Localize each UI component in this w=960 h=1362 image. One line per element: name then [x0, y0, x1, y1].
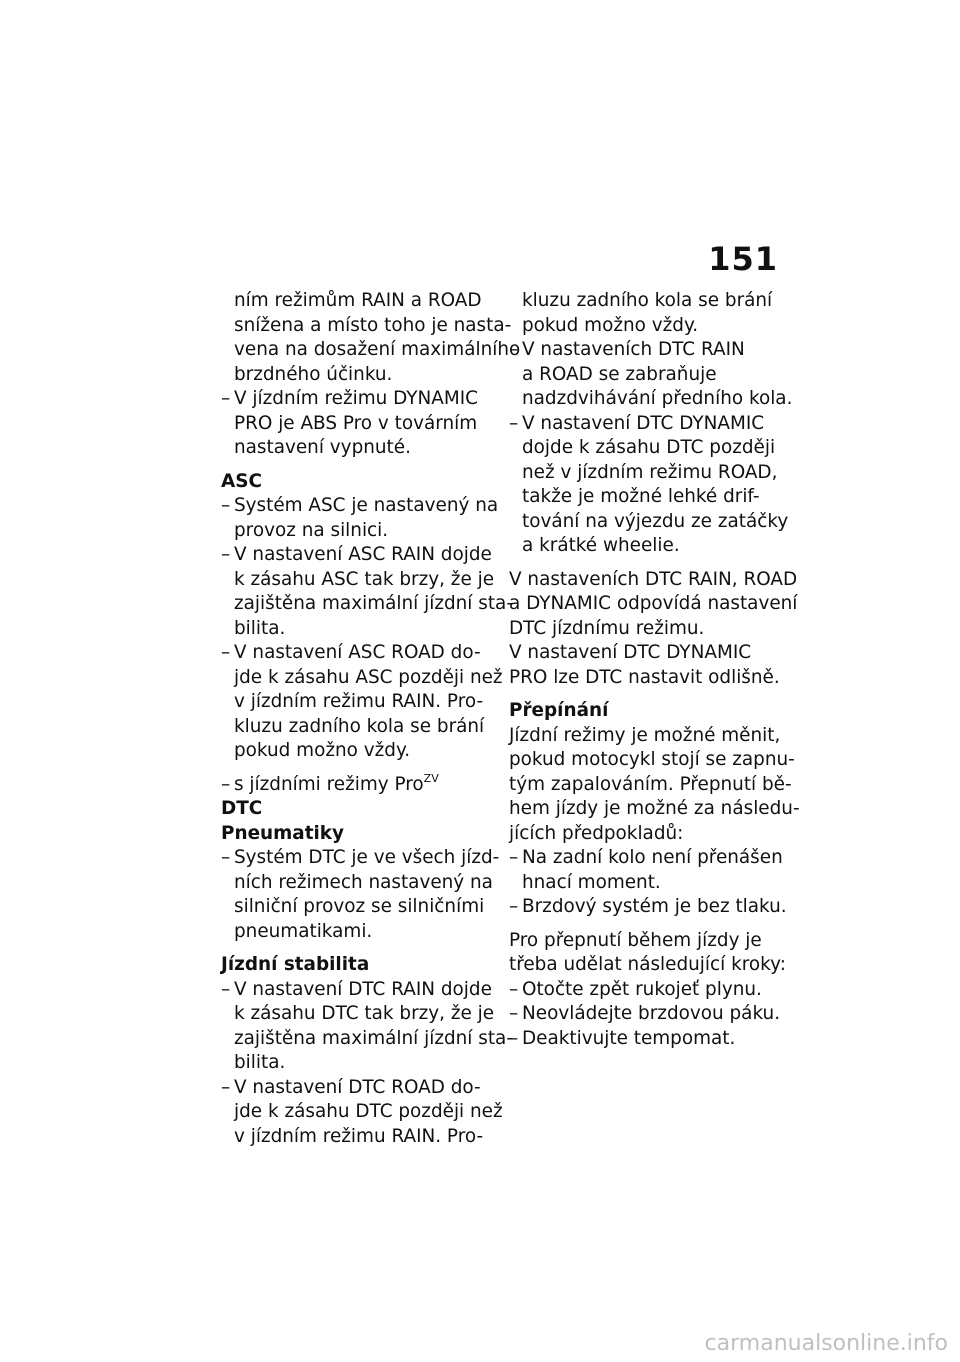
heading-stability: Jízdní stabilita: [221, 954, 370, 975]
text-line: než v jízdním režimu ROAD,: [522, 461, 778, 483]
text-line: v jízdním režimu RAIN. Pro-: [234, 1125, 484, 1147]
text-line: pokud možno vždy.: [522, 314, 699, 336]
text-line: snížena a místo toho je nasta-: [234, 314, 512, 336]
text-line: k zásahu DTC tak brzy, že je: [234, 1003, 495, 1024]
text-line: silniční provoz se silničními: [234, 896, 485, 917]
list-item-stability-road: [221, 1076, 503, 1150]
text-line: třeba udělat následující kroky:: [509, 954, 786, 975]
text-line: PRO lze DTC nastavit odlišně.: [509, 666, 780, 688]
right-column: [509, 289, 800, 1051]
list-item-dtc-dynamic: [509, 412, 789, 559]
list-item-stability-rain: [221, 978, 513, 1076]
list-item-condition-brake: [509, 895, 787, 920]
list-item-asc-road-mode: [221, 494, 499, 543]
list-item-tyres: [221, 846, 500, 944]
text-line: – V nastaveních DTC RAIN: [522, 339, 745, 360]
text-line: bilita.: [234, 617, 286, 639]
heading-dtc: DTC: [221, 798, 263, 819]
watermark: carmanualsonline.info: [704, 1331, 948, 1356]
text-line: zajištěna maximální jízdní sta-: [234, 593, 513, 614]
text-line: pneumatikami.: [234, 920, 373, 942]
text-line: – Systém ASC je nastavený na: [234, 495, 499, 516]
list-item-step-throttle: – Otočte zpět rukojeť plynu.: [509, 978, 784, 1003]
text-line: V nastaveních DTC RAIN, ROAD: [509, 568, 798, 590]
text-line: – Systém DTC je ve všech jízd-: [234, 847, 500, 868]
text-line: k zásahu ASC tak brzy, že je: [234, 568, 495, 590]
text-line: tování na výjezdu ze zatáčky: [522, 510, 789, 532]
page-number: 151: [708, 240, 778, 278]
text-line: – V nastavení ASC ROAD do-: [234, 642, 481, 663]
text-line: – V nastavení DTC RAIN dojde: [234, 978, 492, 1000]
text-line: V nastavení DTC DYNAMIC: [509, 642, 752, 663]
heading-switching: Přepínání: [509, 700, 609, 721]
text-line: jde k zásahu ASC později než: [234, 666, 503, 688]
text-line: – V nastavení DTC DYNAMIC: [522, 412, 765, 434]
text-line: PRO je ABS Pro v továrním: [234, 412, 478, 434]
text-line: a ROAD se zabraňuje: [522, 363, 717, 385]
text-line: v jízdním režimu RAIN. Pro-: [234, 691, 484, 712]
text-line: – V jízdním režimu DYNAMIC: [234, 388, 479, 409]
text-line: brzdného účinku.: [234, 363, 393, 385]
heading-asc: ASC: [221, 470, 262, 492]
heading-tyres: Pneumatiky: [221, 822, 345, 844]
text-line: hem jízdy je možné za následu-: [509, 798, 800, 819]
text-line: Jízdní režimy je možné měnit,: [509, 724, 781, 746]
text-line: ních režimech nastavený na: [234, 871, 493, 893]
text-line: vena na dosažení maximálního: [234, 339, 521, 360]
text-line: – V nastavení DTC ROAD do-: [234, 1076, 481, 1098]
text-line: pokud možno vždy.: [234, 740, 411, 761]
text-line: nadzdvihávání předního kola.: [522, 388, 793, 409]
text-line: takže je možné lehké drif-: [522, 486, 760, 507]
paragraph-dtc-settings: [509, 568, 798, 691]
text-line: ním režimům RAIN a ROAD: [234, 290, 482, 311]
text-line: nastavení vypnuté.: [234, 437, 411, 458]
text-line: – V nastavení ASC RAIN dojde: [234, 544, 492, 565]
text-line: jde k zásahu DTC později než: [234, 1101, 503, 1122]
text-line: kluzu zadního kola se brání: [234, 715, 485, 737]
paragraph-switching: [509, 724, 800, 847]
paragraph-steps: [509, 929, 784, 978]
text-line: bilita.: [234, 1052, 286, 1073]
text-line: – Brzdový systém je bez tlaku.: [522, 896, 787, 917]
list-item-step-brake: – Neovládejte brzdovou páku.: [509, 1002, 784, 1027]
text-line: pokud motocykl stojí se zapnu-: [509, 749, 795, 770]
text-line: a DYNAMIC odpovídá nastavení: [509, 593, 798, 614]
text-line: – Na zadní kolo není přenášen: [522, 847, 783, 868]
list-item-pro-modes: [221, 773, 493, 798]
text-line: provoz na silnici.: [234, 519, 389, 541]
list-item-dtc-rain-road: [509, 338, 793, 412]
list-item-asc-road: [221, 641, 503, 764]
text-line: Pro přepnutí během jízdy je: [509, 929, 762, 951]
text-line: zajištěna maximální jízdní sta-: [234, 1027, 513, 1049]
list-item-asc-rain: [221, 543, 513, 641]
intro-paragraph: [221, 289, 521, 387]
left-column: [221, 289, 521, 1149]
text-line: kluzu zadního kola se brání: [522, 290, 773, 311]
list-item-condition-torque: [509, 846, 784, 895]
list-item-step-cruise: – Deaktivujte tempomat.: [509, 1027, 784, 1052]
continued-paragraph: [509, 289, 784, 338]
text-line: DTC jízdnímu režimu.: [509, 617, 705, 639]
text-line: jících předpokladů:: [509, 822, 684, 844]
text-line: s jízdními režimy Pro: [234, 773, 424, 795]
text-line: dojde k zásahu DTC později: [522, 437, 776, 458]
text-line: hnací moment.: [522, 871, 661, 893]
text-line: tým zapalováním. Přepnutí bě-: [509, 773, 792, 795]
text-line: a krátké wheelie.: [522, 535, 680, 556]
list-item-dynamic-pro: [221, 387, 493, 461]
option-marker: ZV: [423, 771, 439, 785]
